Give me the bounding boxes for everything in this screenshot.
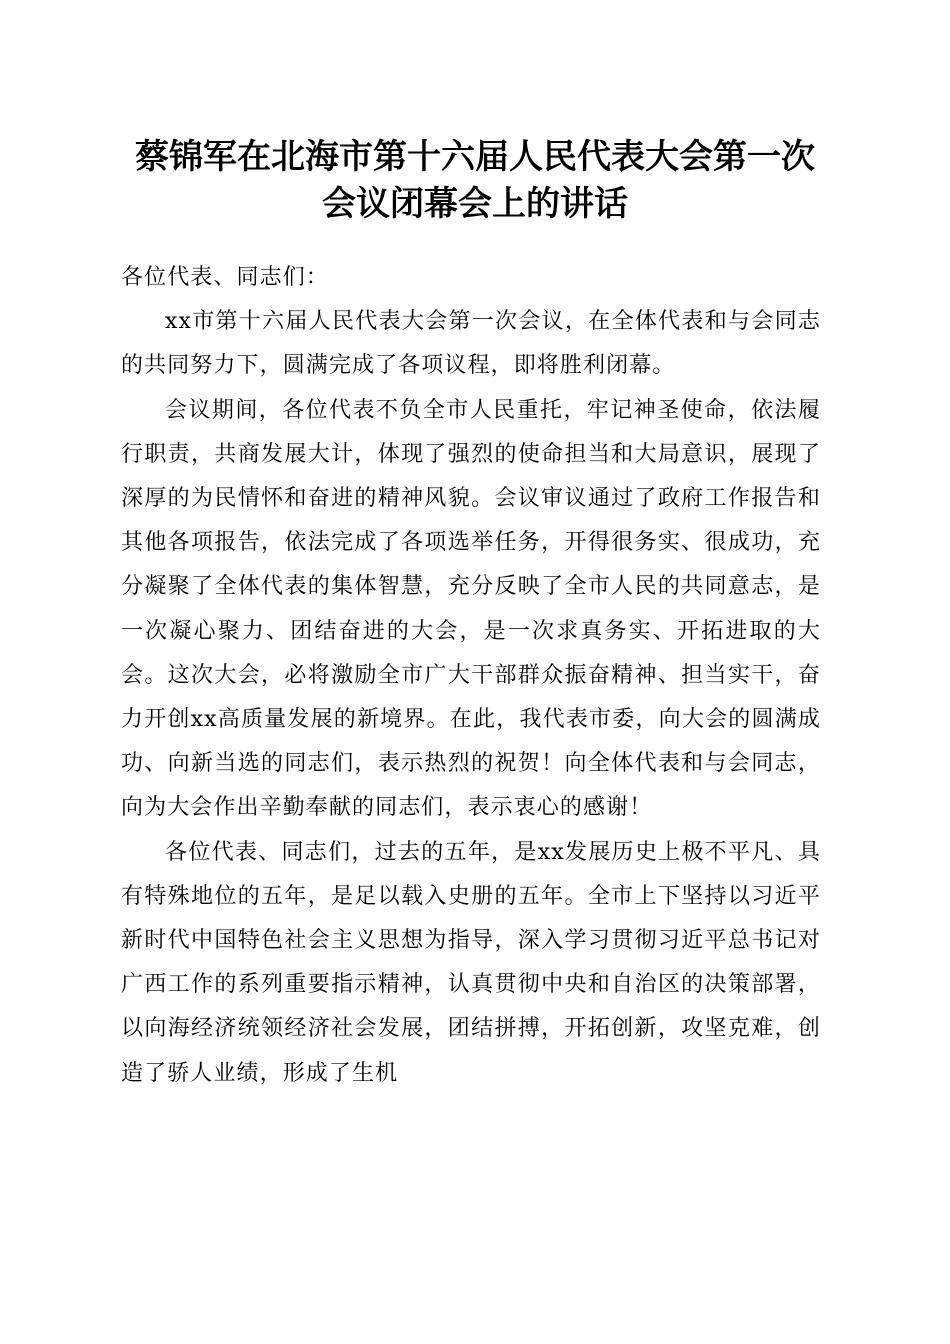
document-body xyxy=(121,256,821,1096)
paragraph-3: 各位代表、同志们，过去的五年，是xx发展历史上极不平凡、具有特殊地位的五年，是足以载入史册的五年。全市上下坚持以习近平新时代中国特色社会主义思想为指导，深入学习贯彻习近平总书记对广西工作的系列重要指示精神，认真贯彻中央和自治区的决策部署，以向海经济统领经济社会发展，团结拼搏，开拓创新，攻坚克难，创造了骄人业绩，形成了生机 xyxy=(121,839,821,1086)
title-line-1: 蔡锦军在北海市第十六届人民代表大会第一次 xyxy=(135,137,815,177)
paragraph-1: xx市第十六届人民代表大会第一次会议，在全体代表和与会同志的共同努力下，圆满完成了各项议程，即将胜利闭幕。 xyxy=(121,309,821,379)
document-title xyxy=(110,134,840,228)
title-line-2: 会议闭幕会上的讲话 xyxy=(322,184,628,224)
greeting: 各位代表、同志们： xyxy=(121,265,329,290)
paragraph-2: 会议期间，各位代表不负全市人民重托，牢记神圣使命，依法履行职责，共商发展大计，体现了强烈的使命担当和大局意识，展现了深厚的为民情怀和奋进的精神风貌。会议审议通过了政府工作报告和其他各项报告，依法完成了各项选举任务，开得很务实、很成功，充分凝聚了全体代表的集体智慧，充分反映了全市人民的共同意志，是一次凝心聚力、团结奋进的大会，是一次求真务实、开拓进取的大会。这次大会，必将激励全市广大干部群众振奋精神、担当实干，奋力开创xx高质量发展的新境界。在此，我代表市委，向大会的圆满成功、向新当选的同志们，表示热烈的祝贺！向全体代表和与会同志，向为大会作出辛勤奉献的同志们，表示衷心的感谢！ xyxy=(121,397,821,821)
